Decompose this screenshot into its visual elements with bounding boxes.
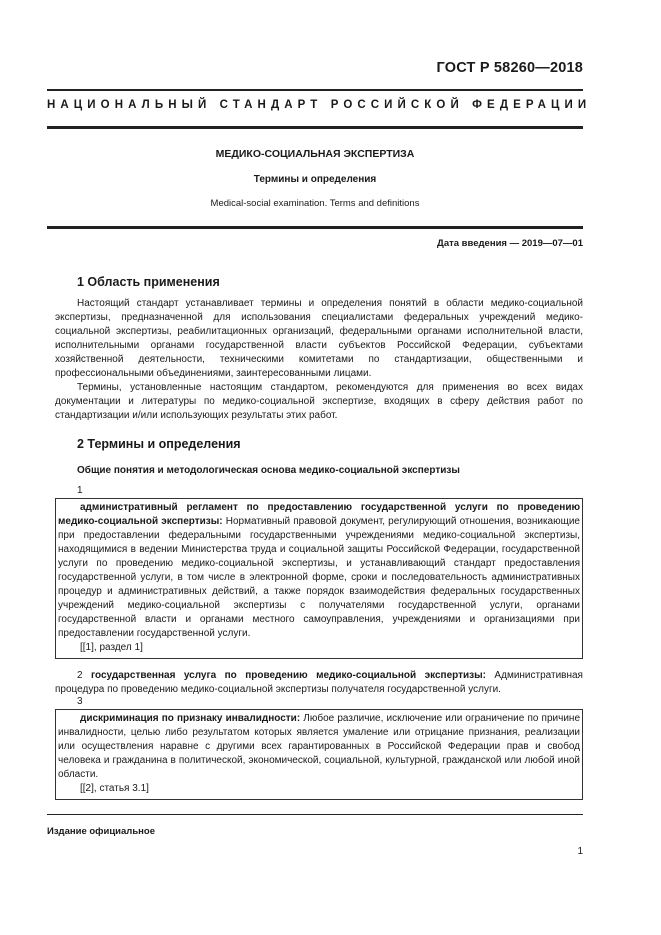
term-entry <box>56 499 582 641</box>
top-rule <box>47 89 583 91</box>
term-source: [[1], раздел 1] <box>80 642 143 653</box>
section-2-subheading: Общие понятия и методологическая основа медико-социальной экспертизы <box>77 465 460 476</box>
term-number: 2 <box>77 670 83 681</box>
document-title-english: Medical-social examination. Terms and definitions <box>210 198 420 209</box>
term-entry <box>56 710 582 782</box>
page-number: 1 <box>577 846 583 857</box>
national-rule <box>47 126 583 129</box>
term-box <box>55 498 583 659</box>
section-2-heading: 2 Термины и определения <box>77 437 241 451</box>
document-subtitle: Термины и определения <box>253 174 377 185</box>
national-standard-heading: НАЦИОНАЛЬНЫЙ СТАНДАРТ РОССИЙСКОЙ ФЕДЕРАЦИИ <box>47 99 592 111</box>
intro-date: Дата введения — 2019—07—01 <box>437 238 583 249</box>
term-definition: Нормативный правовой документ, регулирующий отношения, возникающие при предоставлении федеральными государственными учреждениями медико-социальной экспертизы, находящимися в ведении Министерства труда и социальной защиты Российской Федерации, государственной услуги по проведению медико-социальной экспертизы, и устанавливающий стандарт предоставления государственной услуги, в том числе в электронной форме, сроки и последовательность административных процедур и административных действий, а также порядок взаимодействия федеральных государственных учреждений медико-социальной экспертизы с получателями государственной услуги, органами государственной власти и органами местного самоуправления, учреждениями и организациями при предоставлении государственной услуги. <box>58 516 580 639</box>
term-entry <box>55 669 583 697</box>
term-box <box>55 709 583 800</box>
gost-number: ГОСТ Р 58260—2018 <box>436 60 583 76</box>
edition-label: Издание официальное <box>47 826 155 837</box>
term-name: административный регламент по предоставлению государственной услуги по проведению медико-социальной экспертизы: <box>58 502 580 527</box>
section-1-paragraph: Настоящий стандарт устанавливает термины и определения понятий в области медико-социальной экспертизы, предназначенной для использования специалистами федеральных учреждений медико-социальной экспертизы, реабилитационных организаций, федеральными органами исполнительной власти, исполнительными органами государственной власти субъектов Российской Федерации, субъектами хозяйственной деятельности, техническими комитетами по стандартизации, общественными и профессиональными объединениями, заинтересованными лицами. <box>55 298 583 379</box>
term-number: 1 <box>77 485 83 496</box>
term-source: [[2], статья 3.1] <box>80 783 149 794</box>
term-definition: Любое различие, исключение или ограничение по причине инвалидности, целью либо результатом которых является умаление или отрицание признания, реализации или осуществления наравне с другими всех гарантированных в Российской Федерации прав и свобод человека и гражданина в политической, экономической, социальной, культурной, гражданской или любой иной области. <box>58 713 580 780</box>
section-1-heading: 1 Область применения <box>77 275 220 289</box>
section-1-paragraph: Термины, установленные настоящим стандартом, рекомендуются для применения во всех видах документации и литературы по медико-социальной экспертизе, входящих в сферу действия работ по стандартизации и/или использующих результаты этих работ. <box>55 382 583 421</box>
term-name: государственная услуга по проведению медико-социальной экспертизы: <box>90 670 487 681</box>
term-name: дискриминация по признаку инвалидности: <box>80 713 301 724</box>
title-rule <box>47 226 583 229</box>
term-number: 3 <box>77 696 83 707</box>
document-title: МЕДИКО-СОЦИАЛЬНАЯ ЭКСПЕРТИЗА <box>215 148 415 160</box>
footer-rule <box>47 814 583 815</box>
term-definition: Административная процедура по проведению медико-социальной экспертизы получателя государственной услуги. <box>55 670 583 695</box>
